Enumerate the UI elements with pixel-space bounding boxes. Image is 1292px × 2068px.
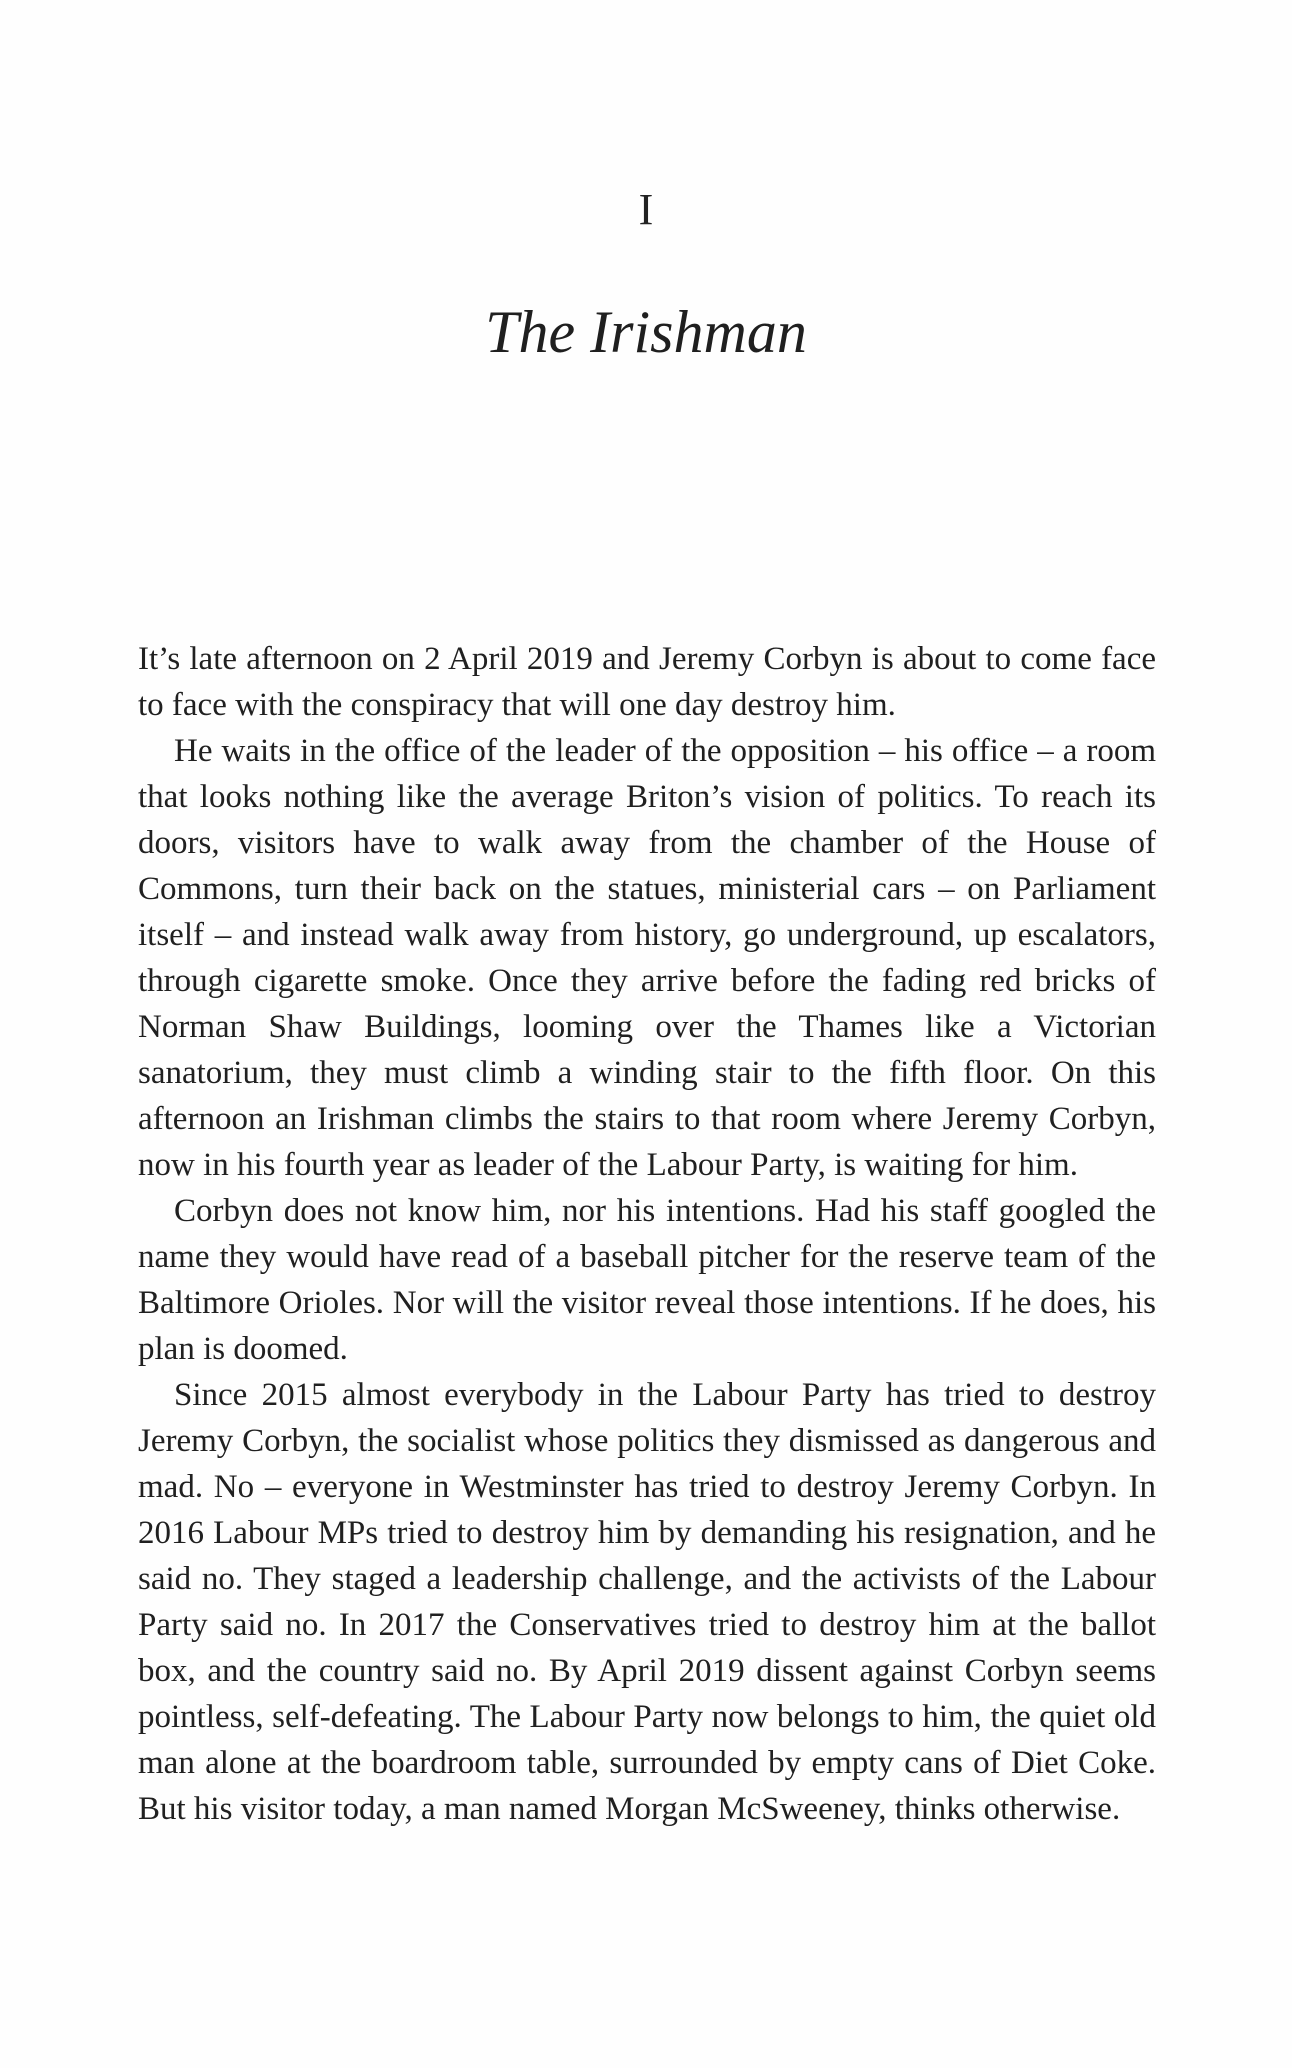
chapter-body (138, 636, 1156, 1832)
paragraph: Corbyn does not know him, nor his intentions. Had his staff googled the name they would have read of a baseball pitcher for the reserve team of the Baltimore Orioles. Nor will the visitor reveal those intentions. If he does, his plan is doomed. (138, 1193, 1156, 1367)
chapter-title: The Irishman (485, 299, 807, 365)
paragraph: He waits in the office of the leader of the opposition – his office – a room that looks nothing like the average Briton’s vision of politics. To reach its doors, visitors have to walk away from the chamber of the House of Commons, turn their back on the statues, ministerial cars – on Parliament itself – and instead walk away from history, go underground, up escalators, through cigarette smoke. Once they arrive before the fading red bricks of Norman Shaw Buildings, looming over the Thames like a Victorian sanatorium, they must climb a winding stair to the fifth floor. On this afternoon an Irishman climbs the stairs to that room where Jeremy Corbyn, now in his fourth year as leader of the Labour Party, is waiting for him. (138, 733, 1156, 1183)
paragraph: Since 2015 almost everybody in the Labour Party has tried to destroy Jeremy Corbyn, the socialist whose politics they dismissed as dangerous and mad. No – everyone in Westminster has tried to destroy Jeremy Corbyn. In 2016 Labour MPs tried to destroy him by demanding his resignation, and he said no. They staged a leadership challenge, and the activists of the Labour Party said no. In 2017 the Conservatives tried to destroy him at the ballot box, and the country said no. By April 2019 dissent against Corbyn seems pointless, self-defeating. The Labour Party now belongs to him, the quiet old man alone at the boardroom table, surrounded by empty cans of Diet Coke. But his visitor today, a man named Morgan McSweeney, thinks otherwise. (138, 1377, 1156, 1827)
paragraph: It’s late afternoon on 2 April 2019 and Jeremy Corbyn is about to come face to face with the conspiracy that will one day destroy him. (138, 641, 1156, 723)
chapter-number: I (638, 185, 654, 234)
